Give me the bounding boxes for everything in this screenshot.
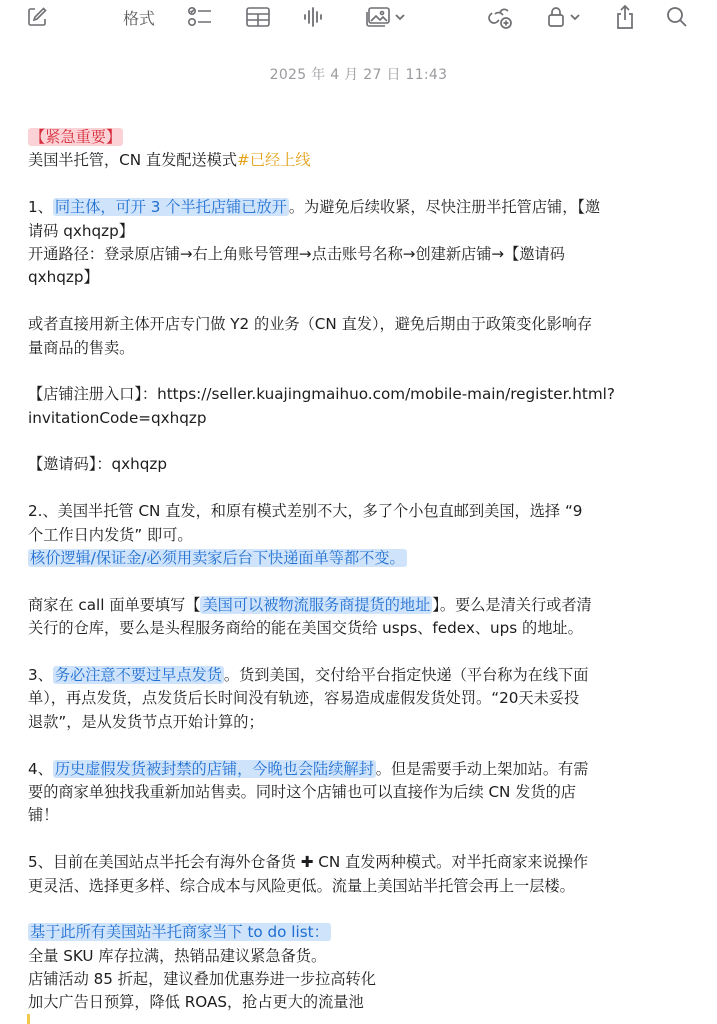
checklist-icon xyxy=(187,5,213,29)
note-line: 个工作日内发货” 即可。 xyxy=(28,525,193,544)
highlight-text: 务必注意不要过早点发货 xyxy=(54,665,222,684)
lock-button[interactable] xyxy=(540,4,586,30)
note-line: 单），再点发货，点发货后长时间没有轨迹，容易造成虚假发货处罚。“20天未妥投 xyxy=(28,689,580,708)
note-line xyxy=(28,851,696,874)
body-text: 。为避免后续收紧，尽快注册半托管店铺，【邀 xyxy=(288,198,601,217)
compose-icon xyxy=(26,6,48,28)
collaborate-button[interactable] xyxy=(482,4,516,30)
note-line: 开通路径：登录原店铺→右上角账号管理→点击账号名称→创建新店铺→【邀请码 xyxy=(28,244,565,263)
highlight-text: 历史虚假发货被封禁的店铺，今晚也会陆续解封 xyxy=(54,759,374,778)
chevron-down-icon xyxy=(569,11,581,23)
collaborate-icon xyxy=(484,4,514,30)
table-icon xyxy=(245,6,271,28)
plus-icon: ✚ xyxy=(300,853,314,872)
media-icon xyxy=(363,6,391,28)
hashtag[interactable]: #已经上线 xyxy=(237,151,311,170)
note-line xyxy=(28,758,696,781)
body-text: 。但是需要手动上架加站。有需 xyxy=(375,759,589,778)
note-line xyxy=(28,547,696,570)
list-number: 3、 xyxy=(28,665,53,684)
format-label: 格式 xyxy=(122,8,155,28)
body-text: CN 直发两种模式。对半托商家来说操作 xyxy=(313,853,589,872)
list-number: 4、 xyxy=(28,759,53,778)
todo-item: 加大广告日预算，降低 ROAS，抢占更大的流量池 xyxy=(28,993,364,1012)
invitation-code: 【邀请码】：qxhqzp xyxy=(28,455,168,474)
list-number: 1、 xyxy=(28,198,53,217)
body-text: 】。要么是清关行或者清 xyxy=(432,595,592,614)
note-body[interactable] xyxy=(28,126,696,1015)
todo-item: 店铺活动 85 折起，建议叠加优惠券进一步拉高转化 xyxy=(28,970,376,989)
search-button[interactable] xyxy=(662,4,692,30)
compose-button[interactable] xyxy=(22,4,52,30)
format-button[interactable] xyxy=(114,4,164,30)
audio-button[interactable] xyxy=(298,4,330,30)
note-line: 要的商家单独找我重新加站售卖。同时这个店铺也可以直接作为后续 CN 发货的店 xyxy=(28,782,576,801)
registration-link-cont[interactable]: invitationCode=qxhqzp xyxy=(28,408,207,427)
share-button[interactable] xyxy=(610,4,640,30)
note-line xyxy=(28,196,696,219)
chevron-down-icon xyxy=(394,11,406,23)
note-line xyxy=(28,149,696,172)
body-text: 5、目前在美国站点半托会有海外仓备货 xyxy=(28,853,301,872)
table-button[interactable] xyxy=(242,4,274,30)
note-line: 请码 qxhqzp】 xyxy=(28,221,134,240)
note-line: 关行的仓库，要么是头程服务商给的能在美国交货给 usps、fedex、ups 的地址。 xyxy=(28,619,583,638)
subtitle-text: 美国半托管，CN 直发配送模式 xyxy=(28,151,238,170)
share-icon xyxy=(614,4,636,30)
todo-item: 全量 SKU 库存拉满，热销品建议紧急备货。 xyxy=(28,946,327,965)
highlight-text: 核价逻辑/保证金/必须用卖家后台下快递面单等都不变。 xyxy=(30,549,405,568)
note-line: 退款”，是从发货节点开始计算的； xyxy=(28,712,264,731)
text-cursor xyxy=(27,1014,30,1024)
note-line xyxy=(28,594,696,617)
note-line: 更灵活、选择更多样、综合成本与风险更低。流量上美国站半托管会再上一层楼。 xyxy=(28,876,575,895)
note-line xyxy=(28,664,696,687)
body-text: 。货到美国，交付给平台指定快递（平台称为在线下面 xyxy=(223,665,589,684)
title-tag: 【紧急重要】 xyxy=(30,128,122,146)
note-line xyxy=(28,921,696,944)
note-line: qxhqzp】 xyxy=(28,268,99,287)
note-line: 或者直接用新主体开店专门做 Y2 的业务（CN 直发），避免后期由于政策变化影响存 xyxy=(28,315,593,334)
body-text: 商家在 call 面单要填写【 xyxy=(28,595,201,614)
audio-icon xyxy=(302,5,326,29)
toolbar xyxy=(0,0,717,36)
todo-title: 基于此所有美国站半托商家当下 to do list： xyxy=(30,923,329,942)
media-button[interactable] xyxy=(356,4,412,30)
checklist-button[interactable] xyxy=(184,4,216,30)
search-icon xyxy=(665,5,689,29)
note-line: 铺！ xyxy=(28,806,59,825)
lock-icon xyxy=(546,5,566,29)
note-line: 2.、美国半托管 CN 直发，和原有模式差别不大，多了个小包直邮到美国，选择 “9 xyxy=(28,502,583,521)
highlight-text: 美国可以被物流服务商提货的地址 xyxy=(202,595,431,614)
note-line: 量商品的售卖。 xyxy=(28,338,135,357)
note-line xyxy=(28,126,696,149)
registration-link[interactable]: 【店铺注册入口】：https://seller.kuajingmaihuo.com/mobile-main/register.html? xyxy=(28,385,615,404)
note-timestamp: 2025 年 4 月 27 日 11:43 xyxy=(269,67,448,83)
highlight-text: 同主体，可开 3 个半托店铺已放开 xyxy=(54,198,287,217)
